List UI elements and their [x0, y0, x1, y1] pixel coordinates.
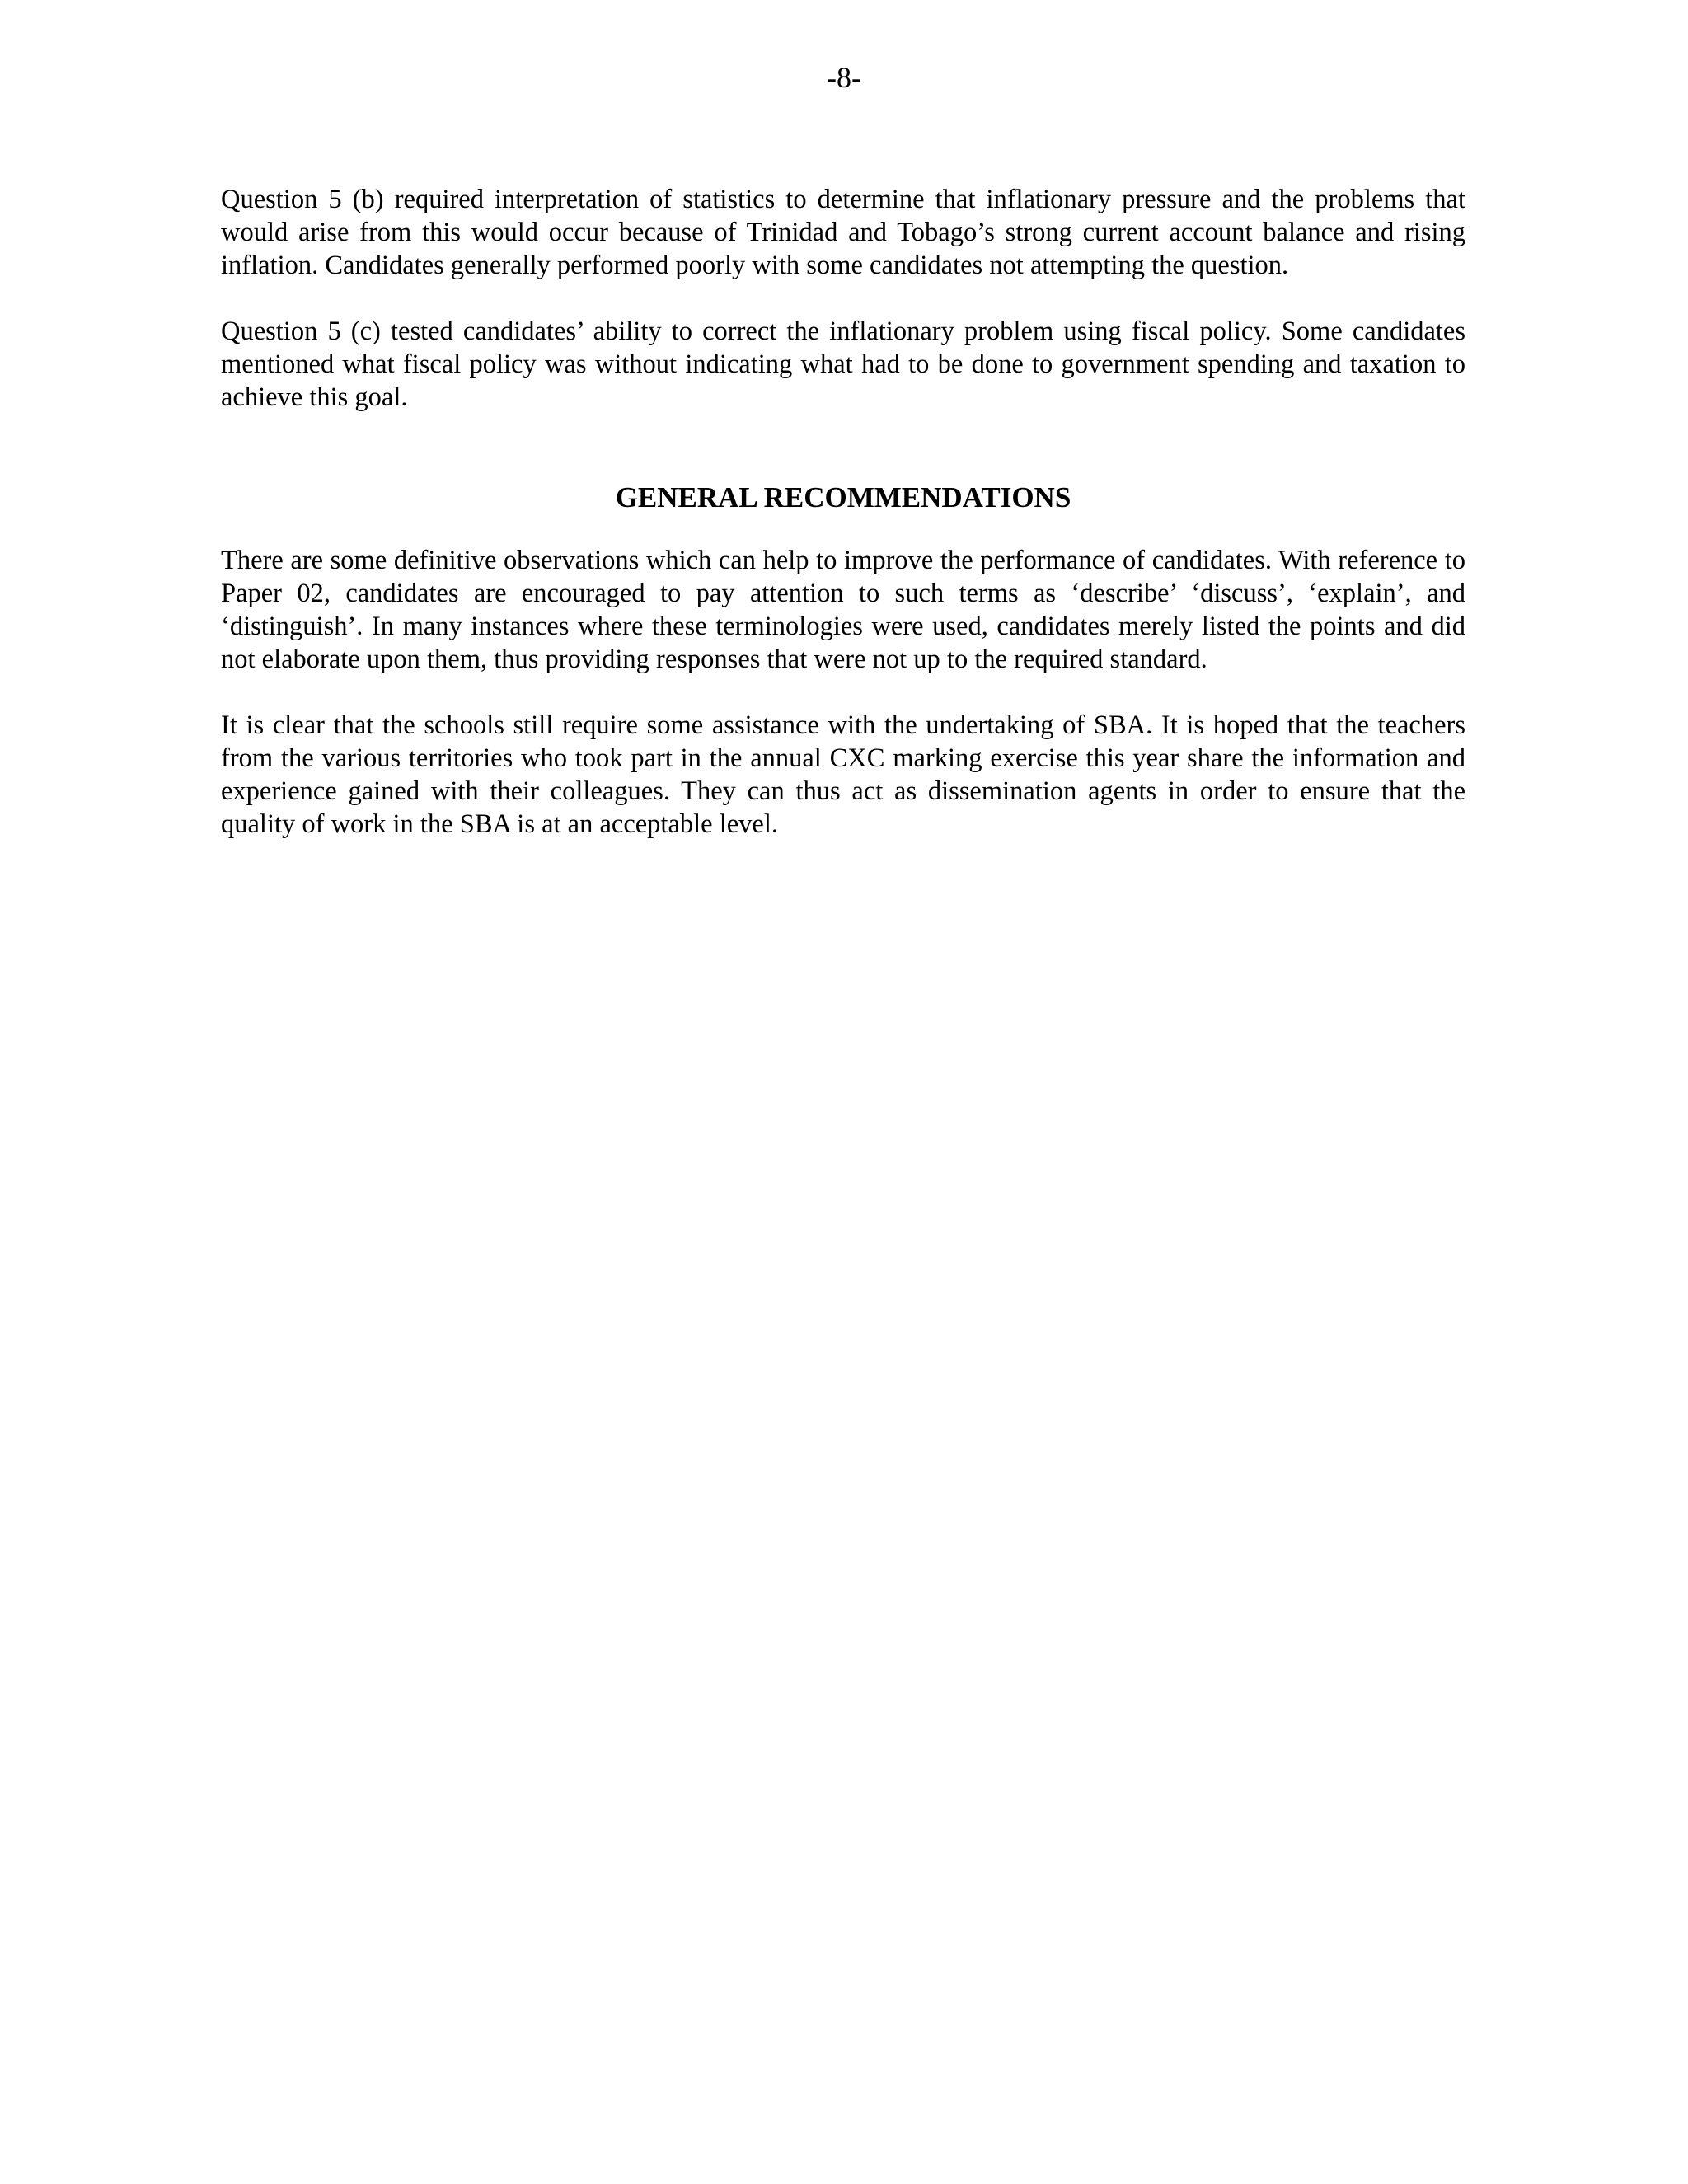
section-heading: GENERAL RECOMMENDATIONS — [615, 481, 1071, 513]
paragraph-question-5c: Question 5 (c) tested candidates’ ability to correct the inflationary problem using fiscal policy. Some candidates mentioned what fiscal policy was without indicating what had to be done to government spending and taxation to achieve this goal. — [221, 316, 1465, 412]
paragraph-question-5b: Question 5 (b) required interpretation of statistics to determine that inflationary pressure and the problems that would arise from this would occur because of Trinidad and Tobago’s strong current account balance and rising inflation. Candidates generally performed poorly with some candidates not attempting the question. — [221, 185, 1465, 280]
paragraph-recommendations-sba: It is clear that the schools still require some assistance with the undertaking of SBA. It is hoped that the teachers from the various territories who took part in the annual CXC marking exercise this year share the information and experience gained with their colleagues. They can thus act as dissemination agents in order to ensure that the quality of work in the SBA is at an acceptable level. — [221, 710, 1465, 839]
paragraph-recommendations-paper-02: There are some definitive observations which can help to improve the performance of candidates. With reference to Paper 02, candidates are encouraged to pay attention to such terms as ‘describe’ ‘discuss’, ‘explain’, and ‘distinguish’. In many instances where these terminologies were used, candidates merely listed the points and did not elaborate upon them, thus providing responses that were not up to the required standard. — [221, 546, 1465, 674]
page-number: -8- — [827, 61, 861, 94]
document-body — [221, 183, 1465, 841]
